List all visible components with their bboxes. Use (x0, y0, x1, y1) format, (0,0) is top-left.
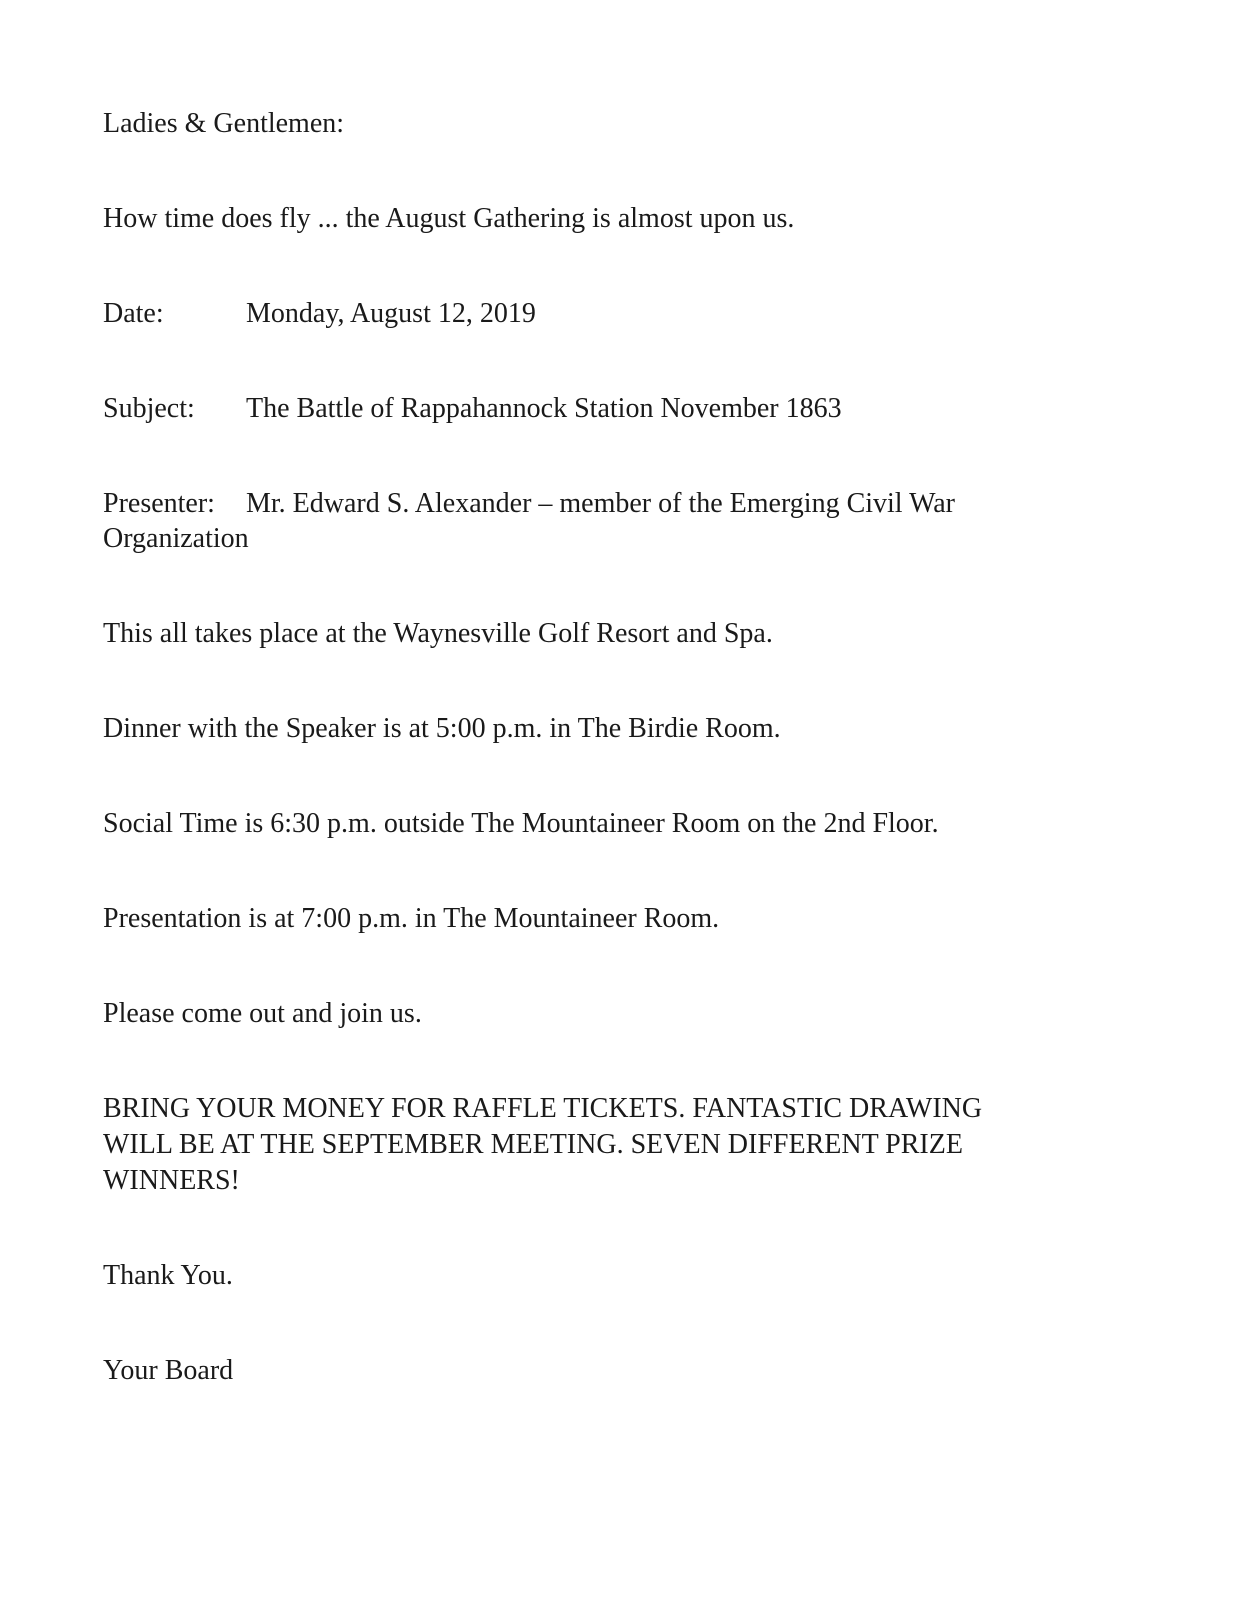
raffle-line-1: BRING YOUR MONEY FOR RAFFLE TICKETS. FANTASTIC DRAWING (103, 1093, 983, 1124)
subject-label: Subject: (103, 393, 195, 424)
date-row (103, 296, 1133, 332)
raffle-line-3: WINNERS! (103, 1165, 240, 1196)
dinner-paragraph: Dinner with the Speaker is at 5:00 p.m. in The Birdie Room. (103, 713, 781, 744)
date-value: Monday, August 12, 2019 (246, 298, 536, 329)
social-time-paragraph: Social Time is 6:30 p.m. outside The Mountaineer Room on the 2nd Floor. (103, 808, 939, 839)
salutation: Ladies & Gentlemen: (103, 108, 345, 139)
presenter-label: Presenter: (103, 488, 215, 519)
raffle-line-2: WILL BE AT THE SEPTEMBER MEETING. SEVEN DIFFERENT PRIZE (103, 1129, 963, 1160)
venue-paragraph: This all takes place at the Waynesville Golf Resort and Spa. (103, 618, 773, 649)
closing: Thank You. (103, 1260, 233, 1291)
presenter-value: Mr. Edward S. Alexander – member of the Emerging Civil War (246, 488, 956, 519)
signature: Your Board (103, 1355, 234, 1386)
intro-paragraph: How time does fly ... the August Gathering is almost upon us. (103, 203, 795, 234)
subject-value: The Battle of Rappahannock Station November 1863 (246, 393, 842, 424)
date-label: Date: (103, 298, 164, 329)
subject-row (103, 391, 1133, 427)
presentation-paragraph: Presentation is at 7:00 p.m. in The Mountaineer Room. (103, 903, 720, 934)
presenter-continuation: Organization (103, 523, 249, 554)
invitation-paragraph: Please come out and join us. (103, 998, 422, 1029)
presenter-row (103, 486, 1133, 522)
